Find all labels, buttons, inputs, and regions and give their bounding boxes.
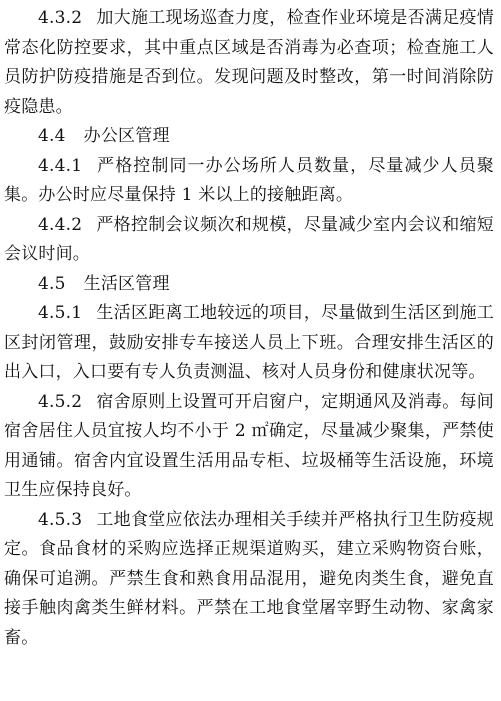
paragraph-number: 4.3.2: [38, 8, 83, 28]
paragraph-text: 加大施工现场巡查力度，检查作业环境是否满足疫情常态化防控要求，其中重点区域是否消毒为必查项；检查施工人员防护防疫措施是否到位。发现问题及时整改，第一时间消除防疫隐患。: [4, 8, 494, 117]
paragraph-number: 4.4.2: [38, 214, 83, 235]
paragraph-4-3-2: [4, 4, 494, 122]
section-heading-4-5: [4, 270, 494, 300]
paragraph-4-5-1: [4, 299, 494, 388]
section-number: 4.4: [38, 126, 66, 146]
section-number: 4.5: [38, 273, 66, 294]
document-page: [4, 4, 494, 653]
paragraph-text: 生活区距离工地较远的项目，尽量做到生活区到施工区封闭管理，鼓励安排专车接送人员上下班。合理安排生活区的出入口，入口要有专人负责测温、核对人员身份和健康状况等。: [4, 303, 494, 382]
paragraph-4-5-2: [4, 388, 494, 506]
section-title: 生活区管理: [83, 273, 170, 294]
paragraph-text: 严格控制同一办公场所人员数量，尽量减少人员聚集。办公时应尽量保持 1 米以上的接触距离。: [4, 155, 494, 205]
section-heading-4-4: [4, 122, 494, 152]
paragraph-number: 4.5.3: [38, 509, 83, 530]
paragraph-4-5-3: [4, 506, 494, 654]
paragraph-text: 工地食堂应依法办理相关手续并严格执行卫生防疫规定。食品食材的采购应选择正规渠道购买，建立采购物资台账，确保可追溯。严禁生食和熟食用品混用，避免肉类生食，避免直接手触肉禽类生鲜材料。严禁在工地食堂屠宰野生动物、家禽家畜。: [4, 509, 494, 648]
paragraph-number: 4.5.1: [38, 303, 83, 323]
paragraph-number: 4.4.1: [38, 155, 83, 176]
paragraph-number: 4.5.2: [38, 391, 83, 412]
paragraph-4-4-2: [4, 211, 494, 270]
paragraph-text: 宿舍原则上设置可开启窗户，定期通风及消毒。每间宿舍居住人员宜按人均不小于 2 ㎡确定，尽量减少聚集，严禁使用通铺。宿舍内宜设置生活用品专柜、垃圾桶等生活设施，环境卫生应保持良好。: [4, 391, 494, 500]
section-title: 办公区管理: [83, 126, 170, 146]
paragraph-text: 严格控制会议频次和规模，尽量减少室内会议和缩短会议时间。: [4, 214, 494, 264]
paragraph-4-4-1: [4, 152, 494, 211]
